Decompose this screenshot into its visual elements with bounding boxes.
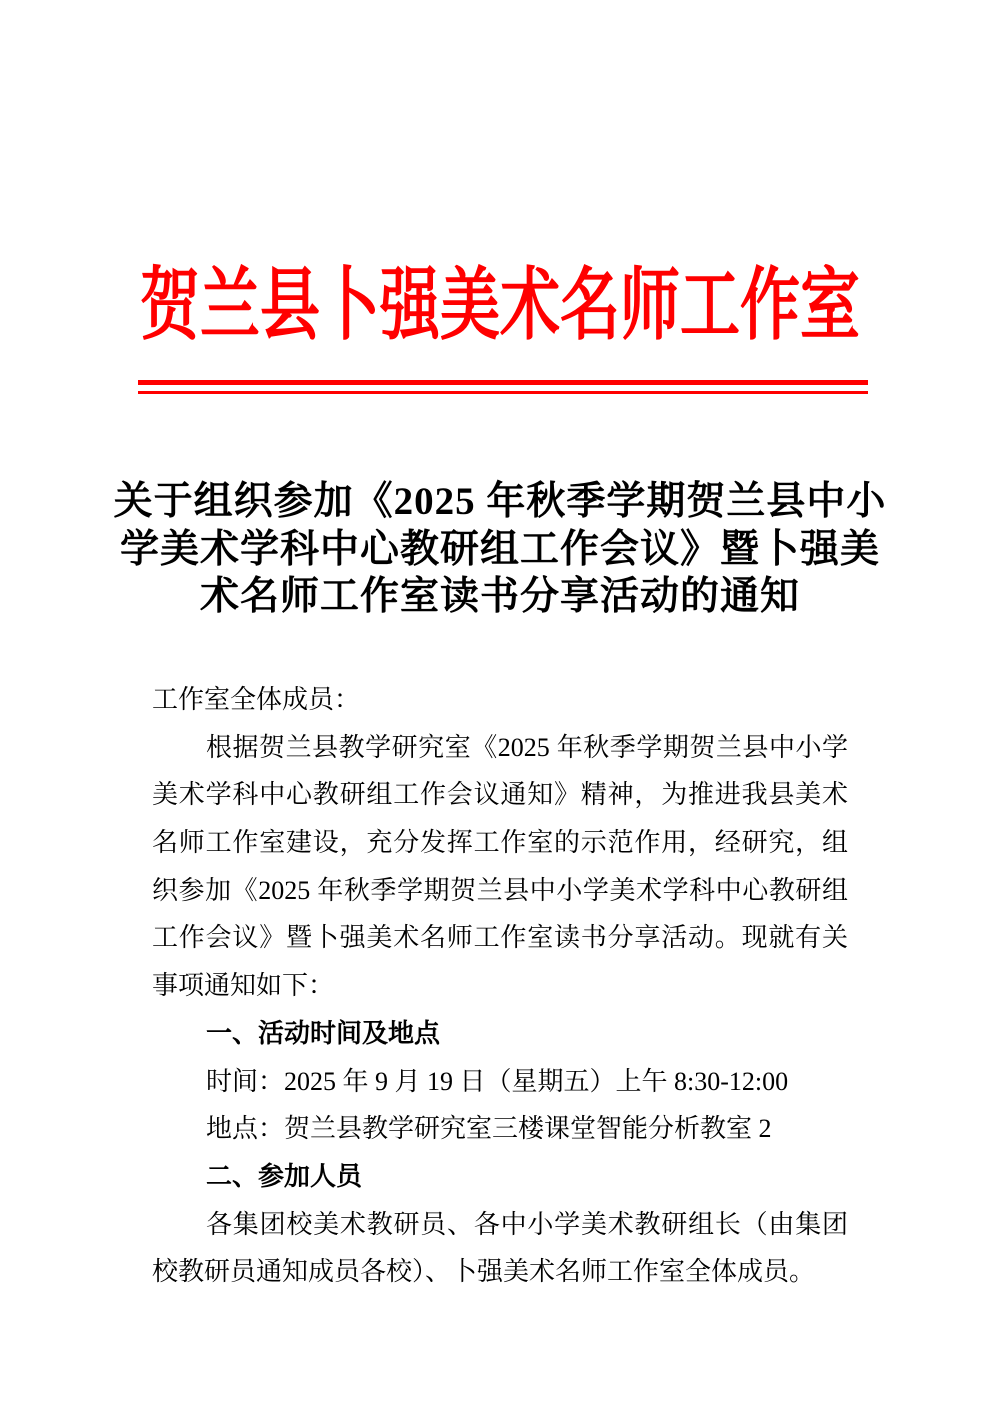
salutation-line: 工作室全体成员：	[152, 685, 361, 714]
notice-title-line-3: 术名师工作室读书分享活动的通知	[199, 575, 800, 618]
body-line: 织参加《2025 年秋季学期贺兰县中小学美术学科中心教研组	[152, 875, 848, 905]
section-heading-1: 一、活动时间及地点	[206, 1017, 441, 1048]
body-line: 校教研员通知成员各校）、卜强美术名师工作室全体成员。	[152, 1257, 816, 1287]
time-line: 时间：2025 年 9 月 19 日（星期五）上午 8:30-12:00	[206, 1066, 789, 1096]
location-line: 地点：贺兰县教学研究室三楼课堂智能分析教室 2	[206, 1114, 772, 1144]
body-line: 名师工作室建设，充分发挥工作室的示范作用，经研究，组	[152, 828, 848, 858]
body-line: 工作会议》暨卜强美术名师工作室读书分享活动。现就有关	[152, 923, 848, 953]
masthead-title: 贺兰县卜强美术名师工作室	[140, 262, 860, 350]
body-line: 事项通知如下：	[152, 971, 335, 1001]
body-line: 各集团校美术教研员、各中小学美术教研组长（由集团	[206, 1209, 848, 1239]
notice-title	[0, 478, 1000, 621]
body-line: 美术学科中心教研组工作会议通知》精神，为推进我县美术	[152, 780, 848, 810]
body-line: 根据贺兰县教学研究室《2025 年秋季学期贺兰县中小学	[206, 732, 848, 762]
divider-thin-line	[138, 391, 868, 394]
notice-title-line-1: 关于组织参加《2025 年秋季学期贺兰县中小	[113, 480, 887, 523]
section-heading-2: 二、参加人员	[206, 1160, 363, 1191]
notice-body	[152, 676, 848, 1296]
divider-thick-line	[138, 380, 868, 385]
notice-title-line-2: 学美术学科中心教研组工作会议》暨卜强美	[119, 527, 880, 571]
